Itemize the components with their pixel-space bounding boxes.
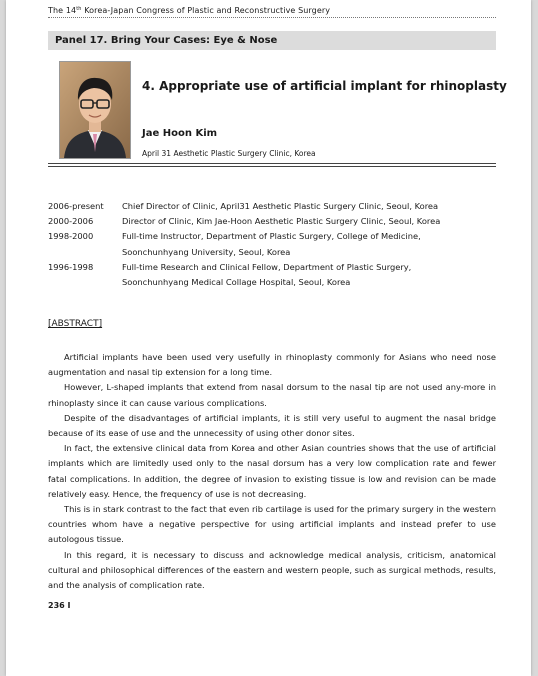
document-page: [6, 0, 531, 676]
header-divider: [48, 17, 496, 18]
cv-entry: [48, 260, 496, 290]
cv-description: [122, 260, 496, 290]
cv-line: Chief Director of Clinic, April31 Aesthetic Plastic Surgery Clinic, Seoul, Korea: [122, 201, 439, 211]
abstract-paragraph: In fact, the extensive clinical data from Korea and other Asian countries shows that the use of artificial implants which are limitedly used only to the nasal dorsum has a very low complication rate and fewer fatal complications. In addition, the degree of invasion to existing tissue is low and revision can be made relatively easy. Hence, the frequency of use is not decreasing.: [48, 443, 496, 499]
running-header: [48, 6, 496, 15]
panel-title: Panel 17. Bring Your Cases: Eye & Nose: [55, 35, 278, 46]
cv-years: 1996-1998: [48, 261, 94, 272]
cv-line: Full-time Research and Clinical Fellow, Department of Plastic Surgery,: [122, 261, 412, 272]
abstract-paragraph: However, L-shaped implants that extend from nasal dorsum to the nasal tip are not used any-more in rhinoplasty since it can cause various complications.: [48, 382, 496, 408]
cv-description: [122, 199, 496, 214]
title-divider: [48, 163, 496, 167]
cv-description: [122, 214, 496, 229]
cv-line: Full-time Instructor, Department of Plastic Surgery, College of Medicine,: [122, 231, 421, 242]
cv-line: Director of Clinic, Kim Jae-Hoon Aesthetic Plastic Surgery Clinic, Seoul, Korea: [122, 216, 441, 227]
author-affiliation: April 31 Aesthetic Plastic Surgery Clinic, Korea: [142, 149, 316, 158]
page-number: 236 I: [48, 601, 71, 610]
cv-entry: [48, 229, 496, 259]
cv-list: [48, 199, 496, 290]
author-photo: [59, 61, 131, 159]
cv-entry: [48, 214, 496, 229]
running-header-prefix: The 14: [48, 6, 77, 15]
cv-entry: [48, 199, 496, 214]
cv-line: Soonchunhyang University, Seoul, Korea: [122, 246, 291, 257]
abstract-paragraph: This is in stark contrast to the fact that even rib cartilage is used for the primary surgery in the western countries whom have a negative perspective for using artificial implants and instead prefer to use autologous tissue.: [48, 504, 496, 545]
running-header-sup: th: [76, 6, 82, 12]
running-header-suffix: Korea-Japan Congress of Plastic and Reconstructive Surgery: [81, 6, 331, 15]
author-name: Jae Hoon Kim: [142, 128, 218, 139]
abstract-paragraph: Despite of the disadvantages of artificial implants, it is still very useful to augment the nasal bridge because of its ease of use and the unnecessity of using other donor sites.: [48, 412, 496, 439]
cv-years: 2000-2006: [48, 216, 94, 227]
panel-banner: [48, 31, 496, 50]
cv-years: 2006-present: [48, 201, 104, 211]
abstract-heading: [ABSTRACT]: [48, 319, 103, 329]
abstract-paragraph: Artificial implants have been used very usefully in rhinoplasty commonly for Asians who need nose augmentation and nasal tip extension for a long time.: [48, 352, 496, 378]
abstract-paragraph: In this regard, it is necessary to discuss and acknowledge medical analysis, criticism, anatomical cultural and philosophical differences of the eastern and western people, such as surgical methods, results, and the analysis of complication rate.: [48, 549, 496, 591]
cv-line: Soonchunhyang Medical Collage Hospital, Seoul, Korea: [122, 277, 351, 288]
cv-years: 1998-2000: [48, 231, 94, 242]
cv-description: [122, 229, 496, 259]
abstract-body: [48, 350, 496, 593]
author-portrait-image: [60, 62, 130, 158]
article-title: 4. Appropriate use of artificial implant for rhinoplasty: [142, 79, 507, 93]
